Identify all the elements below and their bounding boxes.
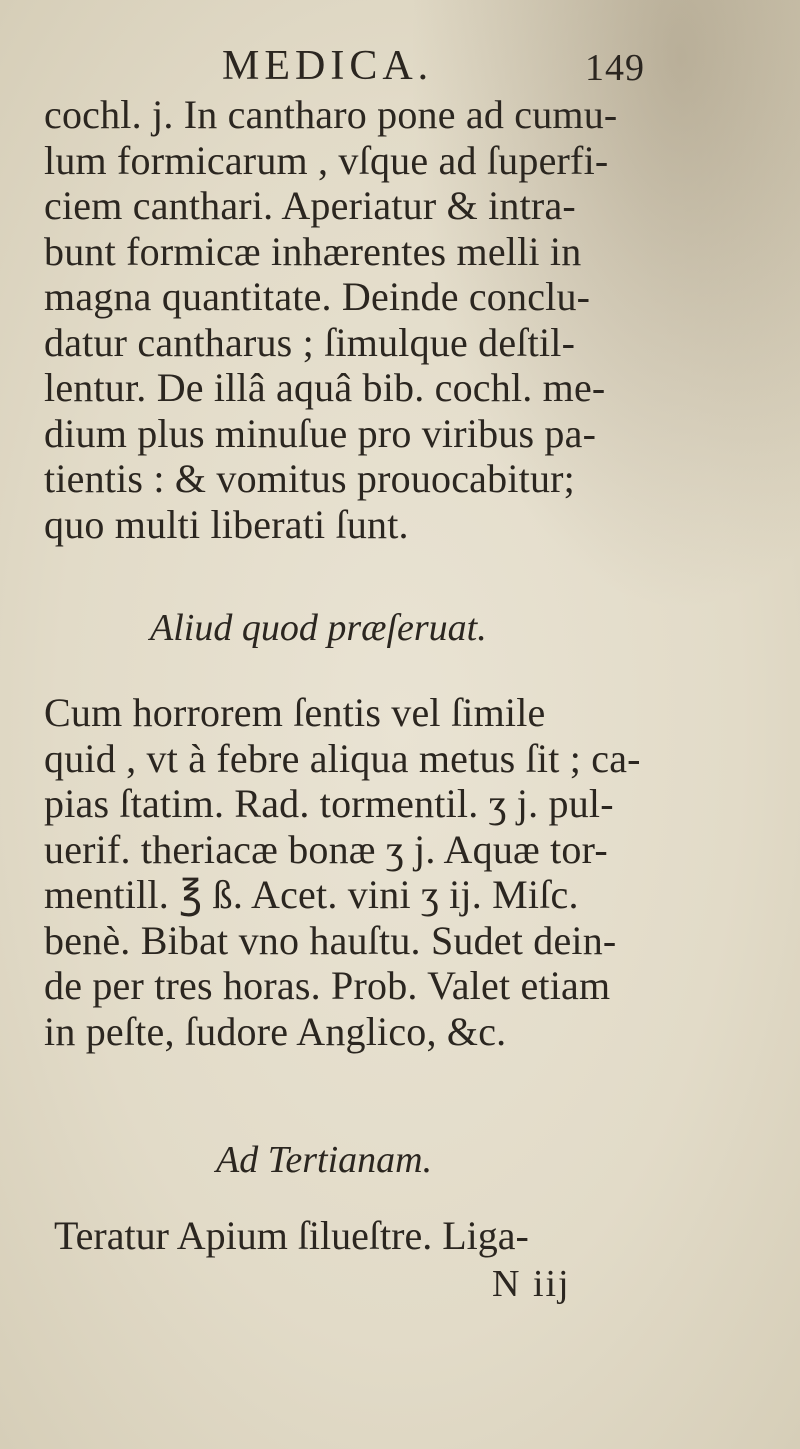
text-line: Cum horrorem ſentis vel ſimile [44,690,546,735]
text-line: de per tres horas. Prob. Valet etiam [44,963,611,1008]
text-line: dium plus minuſue pro viribus pa- [44,410,597,456]
text-line: in peſte, ſudore Anglico, &c. [44,1008,507,1054]
text-line: uerif. theriacæ bonæ ʒ j. Aquæ tor- [44,826,608,872]
section-heading-aliud: Aliud quod præſeruat. [150,607,487,649]
text-line: benè. Bibat vno hauſtu. Sudet dein- [44,917,617,963]
recipe-paragraph-1 [44,92,784,547]
text-line: pias ſtatim. Rad. tormentil. ʒ j. pul- [44,781,614,826]
text-line: quid , vt à febre aliqua metus ſit ; ca- [44,735,641,781]
page-header [0,38,800,98]
text-line: mentill. ℥ ß. Acet. vini ʒ ij. Miſc. [44,872,579,917]
text-line: datur cantharus ; ſimulque deſtil- [44,319,576,365]
text-line: cochl. j. In cantharo pone ad cumu- [44,92,618,137]
text-line: lum formicarum , vſque ad ſuperfi- [44,137,609,183]
text-line: lentur. De illâ aquâ bib. cochl. me- [44,365,606,410]
recipe-paragraph-2 [44,690,784,1054]
text-line-continued: Teratur Apium ſilueſtre. Liga- [54,1213,529,1258]
text-line: magna quantitate. Deinde conclu- [44,274,591,319]
text-line: bunt formicæ inhærentes melli in [44,228,582,274]
signature-mark: N iij [492,1263,571,1305]
text-line: tientis : & vomitus prouocabitur; [44,456,575,501]
text-line: ciem canthari. Aperiatur & intra- [44,183,576,228]
page-number: 149 [585,47,645,89]
running-title: MEDICA. [222,43,434,89]
text-line: quo multi liberati ſunt. [44,501,409,547]
section-heading-tertianam: Ad Tertianam. [216,1139,433,1181]
